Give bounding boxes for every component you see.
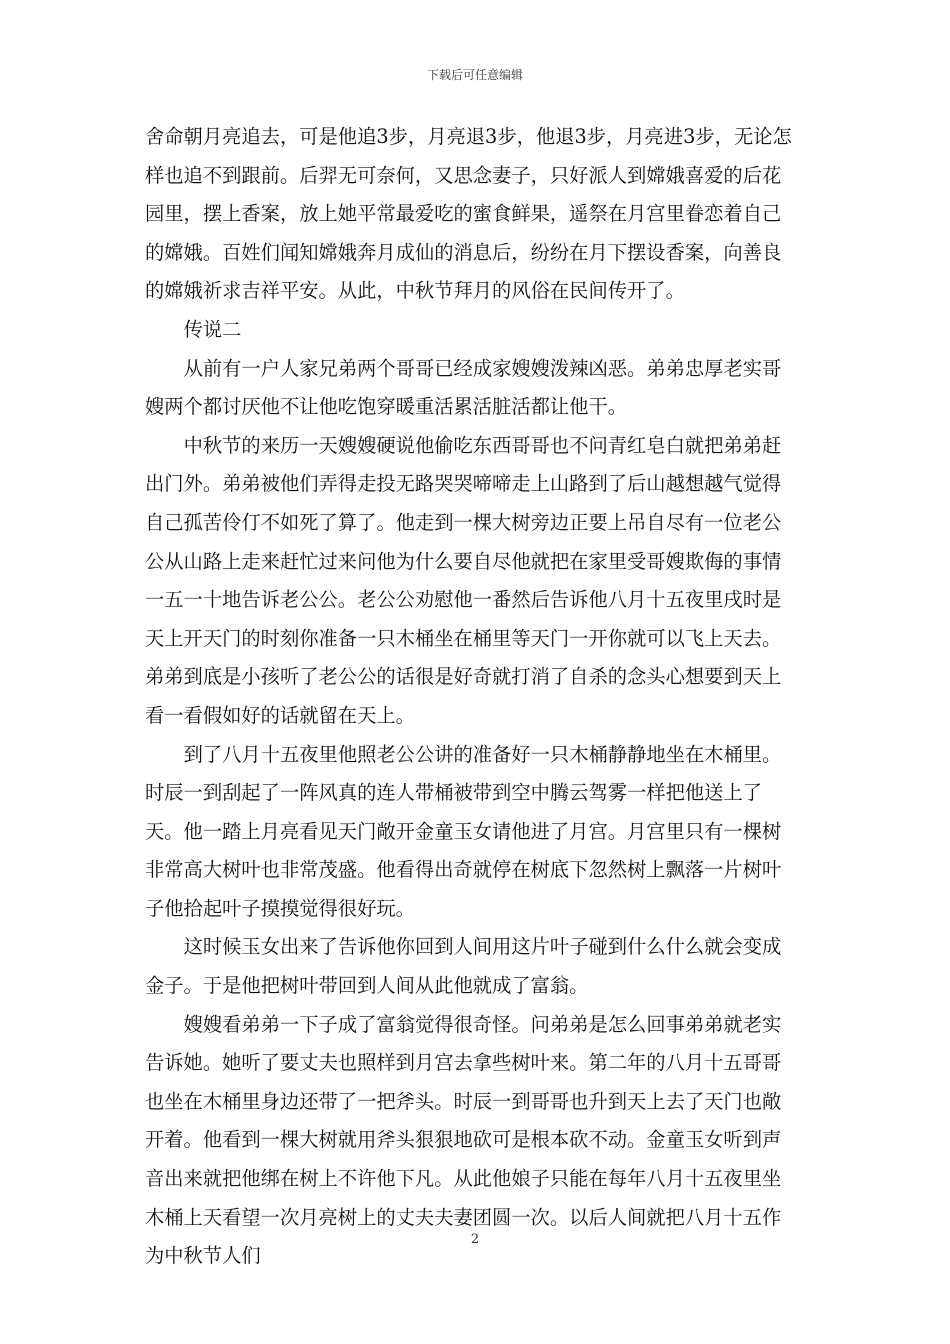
paragraph: 到了八月十五夜里他照老公公讲的准备好一只木桶静静地坐在木桶里。时辰一到刮起了一阵风真的连人带桶被带到空中腾云驾雾一样把他送上了天。他一踏上月亮看见天门敞开金童玉女请他进了月宫。月宫里只有一棵树非常高大树叶也非常茂盛。他看得出奇就停在树底下忽然树上飘落一片树叶子他拾起叶子摸摸觉得很好玩。 (145, 742, 782, 920)
document-body (145, 118, 800, 1276)
page-header: 下载后可任意编辑 (426, 68, 523, 82)
paragraph: 嫂嫂看弟弟一下子成了富翁觉得很奇怪。问弟弟是怎么回事弟弟就老实告诉她。她听了要丈夫也照样到月宫去拿些树叶来。第二年的八月十五哥哥也坐在木桶里身边还带了一把斧头。时辰一到哥哥也升到天上去了天门也敞开着。他看到一棵大树就用斧头狠狠地砍可是根本砍不动。金童玉女听到声音出来就把他绑在树上不许他下凡。从此他娘子只能在每年八月十五夜里坐木桶上天看望一次月亮树上的丈夫夫妻团圆一次。以后人间就把八月十五作为中秋节人们 (145, 1012, 782, 1268)
paragraph-continuation: 舍命朝月亮追去，可是他追3步，月亮退3步，他退3步，月亮进3步，无论怎样也追不到跟前。后羿无可奈何，又思念妻子，只好派人到嫦娥喜爱的后花园里，摆上香案，放上她平常最爱吃的蜜食鲜果，遥祭在月宫里眷恋着自己的嫦娥。百姓们闻知嫦娥奔月成仙的消息后，纷纷在月下摆设香案，向善良的嫦娥祈求吉祥平安。从此，中秋节拜月的风俗在民间传开了。 (145, 125, 792, 303)
paragraph: 中秋节的来历一天嫂嫂硬说他偷吃东西哥哥也不问青红皂白就把弟弟赶出门外。弟弟被他们弄得走投无路哭哭啼啼走上山路到了后山越想越气觉得自己孤苦伶仃不如死了算了。他走到一棵大树旁边正要上吊自尽有一位老公公从山路上走来赶忙过来问他为什么要自尽他就把在家里受哥嫂欺侮的事情一五一十地告诉老公公。老公公劝慰他一番然后告诉他八月十五夜里戌时是天上开天门的时刻你准备一只木桶坐在桶里等天门一开你就可以飞上天去。弟弟到底是小孩听了老公公的话很是好奇就打消了自杀的念头心想要到天上看一看假如好的话就留在天上。 (145, 433, 782, 727)
paragraph: 从前有一户人家兄弟两个哥哥已经成家嫂嫂泼辣凶恶。弟弟忠厚老实哥嫂两个都讨厌他不让他吃饱穿暖重活累活脏活都让他干。 (145, 356, 782, 419)
page-number: 2 (470, 1232, 480, 1247)
section-heading: 传说二 (183, 317, 242, 341)
paragraph: 这时候玉女出来了告诉他你回到人间用这片叶子碰到什么什么就会变成金子。于是他把树叶带回到人间从此他就成了富翁。 (145, 935, 782, 998)
